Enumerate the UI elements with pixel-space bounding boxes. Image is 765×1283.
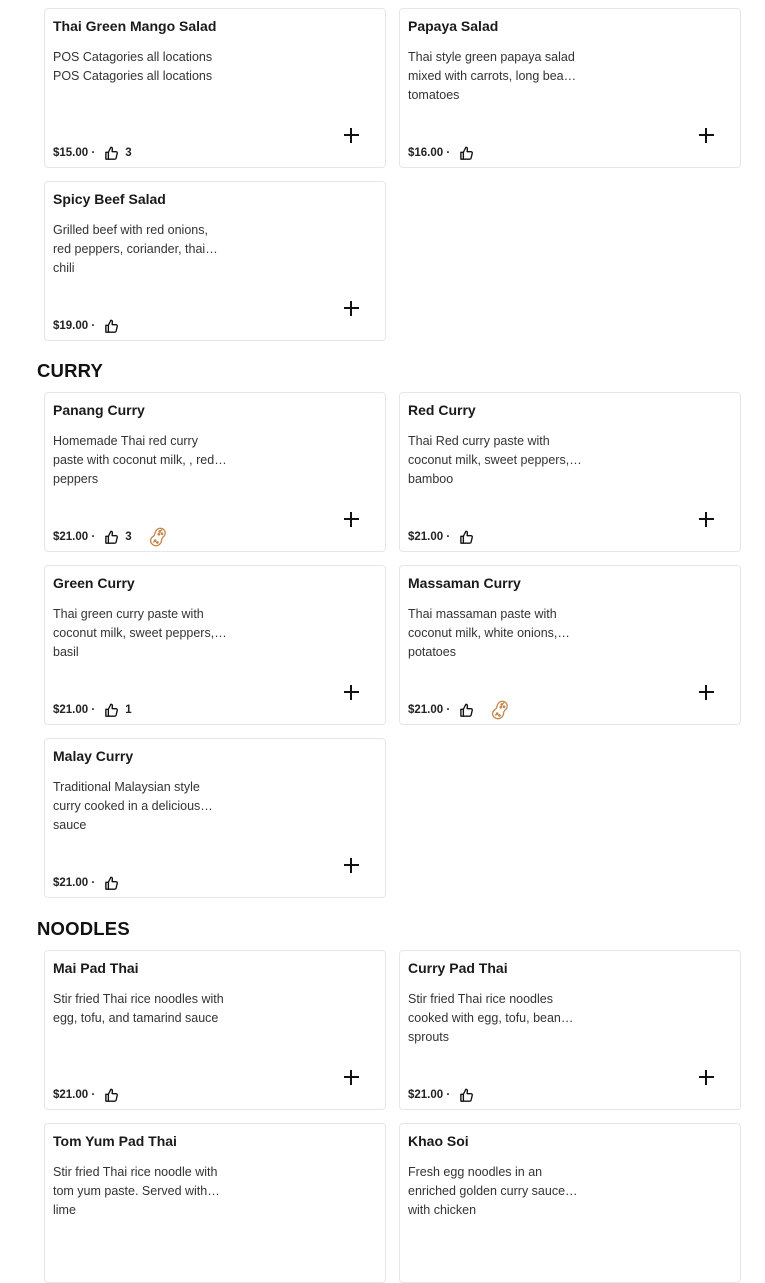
- add-to-cart-button[interactable]: [697, 683, 715, 701]
- add-to-cart-button[interactable]: [342, 510, 360, 528]
- menu-item-card[interactable]: [44, 565, 386, 725]
- thumbs-up-icon[interactable]: [104, 1088, 119, 1103]
- item-description: Thai Red curry paste with coconut milk, sweet peppers, bamboo: [408, 434, 570, 486]
- like-count: 3: [125, 531, 132, 543]
- thumbs-up-icon[interactable]: [459, 146, 474, 161]
- thumbs-up-icon[interactable]: [459, 1088, 474, 1103]
- item-description: Fresh egg noodles in an enriched golden curry sauce with chicken: [408, 1165, 566, 1217]
- item-description: Grilled beef with red onions, red peppers, coriander, thai chili: [53, 223, 208, 275]
- menu-item-card[interactable]: [399, 1123, 741, 1283]
- item-name: Red Curry: [408, 402, 476, 418]
- item-price: $21.00 ·: [53, 704, 96, 716]
- add-to-cart-button[interactable]: [697, 1068, 715, 1086]
- item-meta: [53, 700, 132, 720]
- menu-item-card[interactable]: [44, 738, 386, 898]
- menu-item-card[interactable]: [399, 8, 741, 168]
- item-price: $21.00 ·: [53, 877, 96, 889]
- item-name: Curry Pad Thai: [408, 960, 508, 976]
- menu-item-card[interactable]: [399, 392, 741, 552]
- item-name: Spicy Beef Salad: [53, 191, 166, 207]
- item-description: Traditional Malaysian style curry cooked in a delicious sauce: [53, 780, 201, 832]
- item-price: $21.00 ·: [408, 704, 451, 716]
- like-count: 1: [125, 704, 132, 716]
- menu-item-card[interactable]: [44, 1123, 386, 1283]
- item-name: Mai Pad Thai: [53, 960, 139, 976]
- thumbs-up-icon[interactable]: [104, 146, 119, 161]
- item-description: Thai style green papaya salad mixed with carrots, long beans, tomatoes: [408, 50, 581, 102]
- item-meta: [53, 873, 119, 893]
- item-price: $19.00 ·: [53, 320, 96, 332]
- thumbs-up-icon[interactable]: [459, 703, 474, 718]
- thumbs-up-icon[interactable]: [104, 703, 119, 718]
- item-meta: [53, 527, 168, 547]
- thumbs-up-icon[interactable]: [104, 876, 119, 891]
- menu-item-card[interactable]: [44, 8, 386, 168]
- add-to-cart-button[interactable]: [342, 683, 360, 701]
- thumbs-up-icon[interactable]: [104, 319, 119, 334]
- menu-item-card[interactable]: [44, 181, 386, 341]
- add-to-cart-button[interactable]: [342, 299, 360, 317]
- item-meta: [408, 143, 474, 163]
- item-description: POS Catagories all locations POS Catagories all locations: [53, 50, 213, 83]
- menu-item-card[interactable]: [44, 392, 386, 552]
- item-name: Malay Curry: [53, 748, 134, 764]
- menu-item-card[interactable]: [44, 950, 386, 1110]
- item-description: Stir fried Thai rice noodles cooked with egg, tofu, bean sprouts: [408, 992, 561, 1044]
- section-title-noodles: NOODLES: [37, 918, 130, 939]
- item-name: Papaya Salad: [408, 18, 499, 34]
- item-price: $21.00 ·: [53, 531, 96, 543]
- item-price: $21.00 ·: [408, 1089, 451, 1101]
- item-meta: [53, 143, 132, 163]
- item-meta: [53, 316, 119, 336]
- peanut-icon: [488, 699, 510, 721]
- peanut-icon: [146, 526, 168, 548]
- thumbs-up-icon[interactable]: [104, 530, 119, 545]
- item-meta: [408, 527, 474, 547]
- item-price: $21.00 ·: [53, 1089, 96, 1101]
- item-name: Massaman Curry: [408, 575, 521, 591]
- item-meta: [53, 1085, 119, 1105]
- add-to-cart-button[interactable]: [342, 1068, 360, 1086]
- add-to-cart-button[interactable]: [342, 126, 360, 144]
- item-name: Thai Green Mango Salad: [53, 18, 217, 34]
- item-name: Green Curry: [53, 575, 135, 591]
- item-name: Khao Soi: [408, 1133, 469, 1149]
- menu-item-card[interactable]: [399, 950, 741, 1110]
- add-to-cart-button[interactable]: [342, 856, 360, 874]
- item-name: Tom Yum Pad Thai: [53, 1133, 177, 1149]
- add-to-cart-button[interactable]: [697, 126, 715, 144]
- item-meta: [408, 1085, 474, 1105]
- item-price: $16.00 ·: [408, 147, 451, 159]
- item-price: $21.00 ·: [408, 531, 451, 543]
- menu-item-card[interactable]: [399, 565, 741, 725]
- like-count: 3: [125, 147, 132, 159]
- item-name: Panang Curry: [53, 402, 145, 418]
- item-description: Thai massaman paste with coconut milk, white onions, potatoes: [408, 607, 558, 659]
- item-description: Stir fried Thai rice noodles with egg, tofu, and tamarind sauce: [53, 992, 224, 1025]
- item-description: Thai green curry paste with coconut milk, sweet peppers, basil: [53, 607, 215, 659]
- add-to-cart-button[interactable]: [697, 510, 715, 528]
- section-title-curry: CURRY: [37, 360, 104, 381]
- item-description: Homemade Thai red curry paste with coconut milk, , red peppers: [53, 434, 215, 486]
- item-meta: [408, 700, 510, 720]
- item-price: $15.00 ·: [53, 147, 96, 159]
- thumbs-up-icon[interactable]: [459, 530, 474, 545]
- item-description: Stir fried Thai rice noodle with tom yum paste. Served with lime: [53, 1165, 218, 1217]
